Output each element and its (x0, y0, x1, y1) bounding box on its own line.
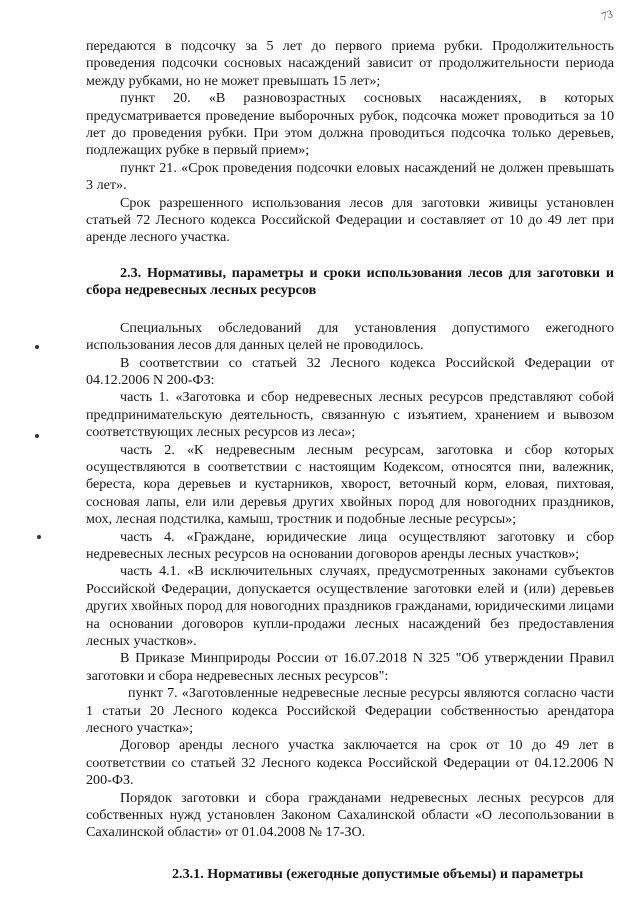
paragraph: Специальных обследований для установления допустимого ежегодного использования лесов для данных целей не проводилось. (86, 319, 614, 354)
handwritten-page-number: 73 (600, 8, 615, 23)
paragraph: передаются в подсочку за 5 лет до первого приема рубки. Продолжительность проведения подсочки сосновых насаждений зависит от продолжительности периода между рубками, но не может превышать 15 лет»; (86, 38, 614, 89)
paragraph: часть 4.1. «В исключительных случаях, предусмотренных законами субъектов Российской Федерации, допускается осуществление заготовки елей и (или) деревьев других хвойных пород для новогодних праздников гражданами, юридическими лицами на основании договоров купли-продажи лесных насаждений без предоставления лесных участков». (86, 563, 614, 649)
paragraph: пункт 7. «Заготовленные недревесные лесные ресурсы являются согласно части 1 статьи 20 Лесного кодекса Российской Федерации собственностью арендатора лесного участка»; (86, 685, 614, 737)
margin-mark (35, 345, 39, 349)
subsection-heading: 2.3.1. Нормативы (ежегодные допустимые объемы) и параметры (172, 865, 584, 882)
margin-mark (37, 535, 41, 539)
paragraph: Договор аренды лесного участка заключается на срок от 10 до 49 лет в соответствии со статьей 32 Лесного кодекса Российской Федерации от 04.12.2006 N 200-ФЗ. (86, 737, 614, 789)
margin-mark (35, 434, 39, 438)
paragraph: В соответствии со статьей 32 Лесного кодекса Российской Федерации от 04.12.2006 N 200-ФЗ: (86, 354, 614, 388)
paragraph: часть 1. «Заготовка и сбор недревесных лесных ресурсов представляют собой предпринимательскую деятельность, связанную с изъятием, хранением и вывозом соответствующих лесных ресурсов из леса»; (86, 389, 614, 441)
paragraph: часть 2. «К недревесным лесным ресурсам, заготовка и сбор которых осуществляются в соответствии с настоящим Кодексом, относятся пни, валежник, береста, кора деревьев и кустарников, хворост, веточный корм, еловая, пихтовая, сосновая лапы, ели или деревья других хвойных пород для новогодних праздников, мох, лесная подстилка, камыш, тростник и подобные лесные ресурсы»; (86, 441, 614, 528)
paragraph: часть 4. «Граждане, юридические лица осуществляют заготовку и сбор недревесных лесных ресурсов на основании договоров аренды лесных участков»; (86, 528, 614, 562)
paragraph: Срок разрешенного использования лесов для заготовки живицы установлен статьей 72 Лесного кодекса Российской Федерации и составляет от 10 до 49 лет при аренде лесного участка. (86, 194, 614, 246)
section-heading: 2.3. Нормативы, параметры и сроки использования лесов для заготовки и сбора недревесных лесных ресурсов (86, 264, 614, 299)
paragraph: Порядок заготовки и сбора гражданами недревесных лесных ресурсов для собственных нужд установлен Законом Сахалинской области «О лесопользовании в Сахалинской области» от 01.04.2008 № 17-ЗО. (86, 789, 614, 841)
paragraph: пункт 21. «Срок проведения подсочки еловых насаждений не должен превышать 3 лет». (86, 159, 614, 194)
paragraph: пункт 20. «В разновозрастных сосновых насаждениях, в которых предусматривается проведение выборочных рубок, подсочка может проводиться за 10 лет до проведения рубки. При этом должна проводиться подсочка только деревьев, подлежащих рубке в первый прием»; (86, 90, 614, 159)
document-body (86, 38, 614, 883)
paragraph: В Приказе Минприроды России от 16.07.2018 N 325 "Об утверждении Правил заготовки и сбора недревесных лесных ресурсов": (86, 650, 614, 684)
